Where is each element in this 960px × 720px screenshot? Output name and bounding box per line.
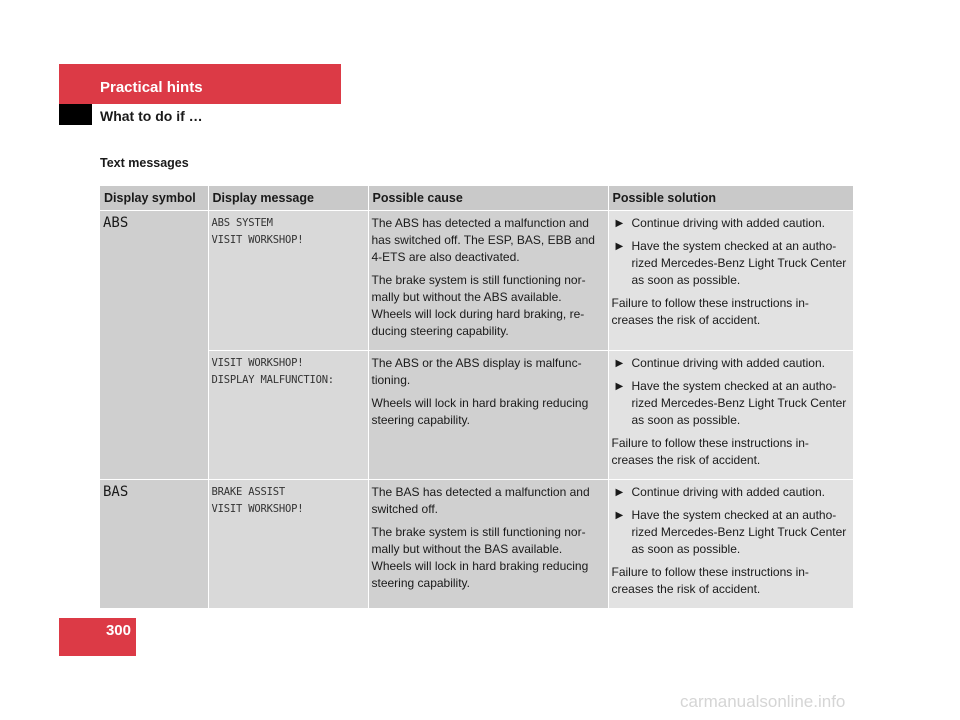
text-messages-table — [100, 186, 853, 609]
triangle-bullet-icon: ▶ — [615, 218, 624, 229]
triangle-bullet-icon: ▶ — [615, 241, 624, 252]
solution-step — [612, 355, 850, 372]
solution-step-text: Continue driving with added caution. — [631, 356, 825, 370]
solution-step — [612, 484, 850, 501]
display-message-line: DISPLAY MALFUNCTION: — [211, 374, 334, 386]
possible-solution-cell — [608, 480, 853, 609]
triangle-bullet-icon: ▶ — [615, 510, 624, 521]
cause-paragraph: The brake system is still functioning nor-mally but without the BAS available. Wheels will lock in hard braking reducing steering capability. — [371, 525, 589, 590]
section-title: Practical hints — [100, 79, 203, 96]
solution-note: Failure to follow these instructions in-creases the risk of accident. — [611, 296, 809, 327]
column-header-display-message: Display message — [208, 186, 368, 211]
table-row — [100, 351, 853, 480]
display-message-cell — [208, 480, 368, 609]
column-header-display-symbol: Display symbol — [100, 186, 208, 211]
solution-step — [612, 378, 850, 429]
solution-step-text: Have the system checked at an autho-rized Mercedes-Benz Light Truck Center as soon as possible. — [631, 508, 847, 556]
triangle-bullet-icon: ▶ — [615, 358, 624, 369]
page-number: 300 — [105, 622, 131, 639]
possible-cause-cell — [368, 211, 608, 351]
cause-paragraph: The brake system is still functioning nor-mally but without the ABS available. Wheels will lock during hard braking, re-ducing steering capability. — [371, 273, 586, 338]
display-message-cell — [208, 211, 368, 351]
triangle-bullet-icon: ▶ — [615, 381, 624, 392]
watermark: carmanualsonline.info — [680, 692, 846, 711]
possible-cause-cell — [368, 351, 608, 480]
display-symbol-bas: BAS — [100, 480, 208, 609]
triangle-bullet-icon: ▶ — [615, 487, 624, 498]
table-header-row — [100, 186, 853, 211]
solution-step — [612, 507, 850, 558]
solution-step-text: Continue driving with added caution. — [631, 485, 825, 499]
subsection-title: What to do if … — [100, 108, 203, 124]
solution-step-text: Have the system checked at an autho-rized Mercedes-Benz Light Truck Center as soon as possible. — [631, 239, 847, 287]
subsection-marker — [59, 104, 92, 125]
display-symbol-abs: ABS — [100, 211, 208, 480]
display-message-line: VISIT WORKSHOP! — [211, 357, 304, 369]
solution-step — [612, 215, 850, 232]
column-header-possible-solution: Possible solution — [608, 186, 853, 211]
cause-paragraph: Wheels will lock in hard braking reducing steering capability. — [371, 396, 589, 427]
table-row — [100, 211, 853, 351]
display-message-line: VISIT WORKSHOP! — [211, 234, 304, 246]
page-number-box — [59, 618, 136, 656]
display-message-line: ABS SYSTEM — [211, 217, 273, 229]
table-row — [100, 480, 853, 609]
display-message-line: BRAKE ASSIST — [211, 486, 285, 498]
possible-cause-cell — [368, 480, 608, 609]
solution-step-text: Have the system checked at an autho-rized Mercedes-Benz Light Truck Center as soon as possible. — [631, 379, 847, 427]
page-heading: Text messages — [100, 156, 189, 170]
possible-solution-cell — [608, 211, 853, 351]
display-message-cell — [208, 351, 368, 480]
cause-paragraph: The ABS has detected a malfunction and has switched off. The ESP, BAS, EBB and 4-ETS are also deactivated. — [371, 216, 595, 264]
solution-step — [612, 238, 850, 289]
solution-note: Failure to follow these instructions in-creases the risk of accident. — [611, 436, 809, 467]
solution-step-text: Continue driving with added caution. — [631, 216, 825, 230]
cause-paragraph: The BAS has detected a malfunction and switched off. — [371, 485, 590, 516]
display-message-line: VISIT WORKSHOP! — [211, 503, 304, 515]
cause-paragraph: The ABS or the ABS display is malfunc-tioning. — [371, 356, 582, 387]
solution-note: Failure to follow these instructions in-creases the risk of accident. — [611, 565, 809, 596]
possible-solution-cell — [608, 351, 853, 480]
column-header-possible-cause: Possible cause — [368, 186, 608, 211]
